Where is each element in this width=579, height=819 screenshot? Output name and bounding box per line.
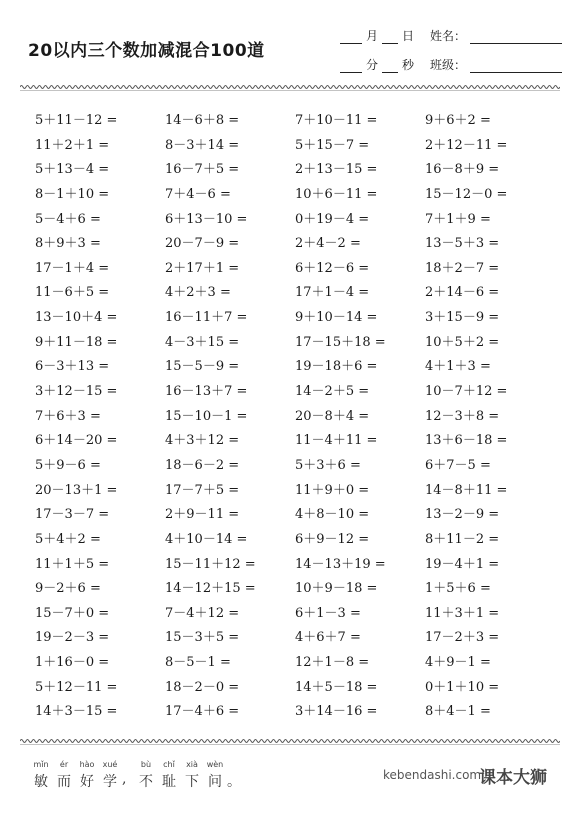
problem-item: 8＋11－2 =	[425, 531, 500, 547]
motto-hanzi: 敏	[34, 774, 48, 790]
problem-item: 2＋4－2 =	[295, 236, 361, 252]
problem-item: 19－4＋1 =	[425, 556, 500, 572]
motto	[30, 760, 239, 791]
motto-char	[158, 760, 180, 791]
problem-item: 0＋1＋10 =	[425, 679, 500, 695]
motto-pinyin: wèn	[206, 760, 224, 769]
problem-item: 16－7＋5 =	[165, 162, 240, 178]
problem-item: 7＋10－11 =	[295, 113, 378, 128]
motto-char	[76, 760, 98, 791]
motto-hanzi: 不	[139, 774, 153, 790]
problem-item: 7＋6＋3 =	[35, 408, 101, 424]
problem-item: 5＋9－6 =	[35, 457, 101, 473]
problem-item: 15－12－0 =	[425, 186, 508, 202]
motto-punct: ,	[122, 771, 127, 787]
problem-item: 2＋13－15 =	[295, 162, 378, 178]
problem-item: 14－12＋15 =	[165, 581, 256, 597]
problem-item: 6＋7－5 =	[425, 457, 491, 473]
problem-item: 11－4＋11 =	[295, 433, 378, 449]
problem-item: 5＋15－7 =	[295, 137, 370, 153]
problem-item: 5＋13－4 =	[35, 162, 110, 178]
motto-pinyin: bù	[140, 760, 152, 769]
problem-item: 20－8＋4 =	[295, 408, 370, 424]
problem-item: 6－3＋13 =	[35, 359, 110, 375]
problem-item: 7＋1＋9 =	[425, 211, 491, 227]
motto-pinyin: xià	[186, 760, 198, 769]
problem-item: 14＋3－15 =	[35, 704, 118, 720]
problem-item: 12－3＋8 =	[425, 408, 500, 424]
problem-item: 3＋15－9 =	[425, 310, 500, 326]
problem-item: 9＋6＋2 =	[425, 113, 491, 128]
problem-item: 14＋5－18 =	[295, 679, 378, 695]
motto-char	[53, 760, 75, 791]
problem-item: 15－7＋0 =	[35, 605, 110, 621]
problem-item: 1＋5＋6 =	[425, 581, 491, 597]
motto-char	[135, 760, 157, 791]
problem-item: 3＋14－16 =	[295, 704, 378, 720]
problem-item: 5＋12－11 =	[35, 679, 118, 695]
problem-item: 10－7＋12 =	[425, 384, 508, 400]
problem-item: 11＋9＋0 =	[295, 482, 370, 498]
problem-item: 11－6＋5 =	[35, 285, 110, 301]
month-blank[interactable]	[340, 30, 362, 44]
class-blank[interactable]	[470, 59, 562, 73]
problem-item: 3＋12－15 =	[35, 384, 118, 400]
problem-item: 4－3＋15 =	[165, 334, 240, 350]
problem-item: 0＋19－4 =	[295, 211, 370, 227]
minute-blank[interactable]	[340, 59, 362, 73]
motto-char	[99, 760, 121, 791]
motto-hanzi: 学	[103, 774, 117, 790]
second-blank[interactable]	[382, 59, 398, 73]
date-line	[340, 27, 562, 44]
problem-item: 10＋9－18 =	[295, 581, 378, 597]
name-label: 姓名：	[430, 29, 467, 43]
problem-item: 17＋1－4 =	[295, 285, 370, 301]
problem-item: 9－2＋6 =	[35, 581, 101, 597]
problem-item: 20－13＋1 =	[35, 482, 118, 498]
problem-item: 17－2＋3 =	[425, 630, 500, 646]
problem-item: 4＋6＋7 =	[295, 630, 361, 646]
motto-hanzi: 好	[80, 774, 94, 790]
second-label: 秒	[402, 58, 415, 72]
problem-item: 6＋9－12 =	[295, 531, 370, 547]
problem-item: 17－15＋18 =	[295, 334, 386, 350]
problem-item: 4＋2＋3 =	[165, 285, 231, 301]
problem-item: 2＋14－6 =	[425, 285, 500, 301]
problem-item: 4＋10－14 =	[165, 531, 248, 547]
problem-item: 17－7＋5 =	[165, 482, 240, 498]
top-wavy-divider	[20, 84, 560, 92]
problem-item: 11＋1＋5 =	[35, 556, 110, 572]
problem-item: 18＋2－7 =	[425, 260, 500, 276]
motto-hanzi: 耻	[162, 774, 176, 790]
problem-item: 2＋17＋1 =	[165, 260, 240, 276]
problem-item: 14－6＋8 =	[165, 113, 240, 128]
problem-item: 6＋12－6 =	[295, 260, 370, 276]
problem-item: 6＋1－3 =	[295, 605, 361, 621]
problem-item: 12＋1－8 =	[295, 655, 370, 671]
problem-item: 9＋11－18 =	[35, 334, 118, 350]
month-label: 月	[366, 29, 379, 43]
problem-item: 14－2＋5 =	[295, 384, 370, 400]
problem-item: 14－13＋19 =	[295, 556, 386, 572]
problem-item: 5＋4＋2 =	[35, 531, 101, 547]
problem-item: 6＋13－10 =	[165, 211, 248, 227]
problem-item: 15－11＋12 =	[165, 556, 256, 572]
problem-item: 13－5＋3 =	[425, 236, 500, 252]
problem-item: 4＋3＋12 =	[165, 433, 240, 449]
problem-item: 7＋4－6 =	[165, 186, 231, 202]
problem-item: 13－10＋4 =	[35, 310, 118, 326]
motto-hanzi: 问	[208, 774, 222, 790]
problem-item: 17－4＋6 =	[165, 704, 240, 720]
problem-item: 7－4＋12 =	[165, 605, 240, 621]
problem-item: 16－8＋9 =	[425, 162, 500, 178]
problem-item: 2＋9－11 =	[165, 507, 240, 523]
motto-hanzi: 而	[57, 774, 71, 790]
motto-char	[181, 760, 203, 791]
problem-item: 20－7－9 =	[165, 236, 240, 252]
problem-item: 15－10－1 =	[165, 408, 248, 424]
problem-item: 5－4＋6 =	[35, 211, 101, 227]
problem-item: 8＋9＋3 =	[35, 236, 101, 252]
motto-pinyin: hào	[79, 760, 95, 769]
class-label: 班级：	[430, 58, 467, 72]
problem-item: 2＋12－11 =	[425, 137, 508, 153]
problem-item: 4＋8－10 =	[295, 507, 370, 523]
problem-item: 14－8＋11 =	[425, 482, 508, 498]
motto-punct: 。	[227, 774, 241, 790]
problem-item: 18－2－0 =	[165, 679, 240, 695]
problem-item: 19－2－3 =	[35, 630, 110, 646]
problem-item: 5＋11－12 =	[35, 113, 118, 128]
problem-item: 17－3－7 =	[35, 507, 110, 523]
problem-item: 17－1＋4 =	[35, 260, 110, 276]
problem-item: 18－6－2 =	[165, 457, 240, 473]
motto-pinyin: xué	[102, 760, 118, 769]
problem-item: 15－5－9 =	[165, 359, 240, 375]
problem-item: 4＋9－1 =	[425, 655, 491, 671]
brand-logo: 课本大狮	[479, 768, 547, 788]
problem-item: 8－3＋14 =	[165, 137, 240, 153]
problem-item: 10＋5＋2 =	[425, 334, 500, 350]
name-blank[interactable]	[470, 30, 562, 44]
problem-item: 13－2－9 =	[425, 507, 500, 523]
problem-item: 1＋16－0 =	[35, 655, 110, 671]
problem-item: 8－5－1 =	[165, 655, 231, 671]
problem-grid	[35, 112, 555, 728]
page-title: 20以内三个数加减混合100道	[28, 41, 265, 61]
problem-item: 19－18＋6 =	[295, 359, 378, 375]
minute-label: 分	[366, 58, 379, 72]
problem-item: 16－13＋7 =	[165, 384, 248, 400]
motto-char	[30, 760, 52, 791]
problem-item: 9＋10－14 =	[295, 310, 378, 326]
problem-item: 11＋2＋1 =	[35, 137, 110, 153]
problem-item: 8－1＋10 =	[35, 186, 110, 202]
day-label: 日	[402, 29, 415, 43]
problem-item: 4＋1＋3 =	[425, 359, 491, 375]
time-line	[340, 56, 562, 73]
motto-pinyin: ér	[59, 760, 69, 769]
problem-item: 11＋3＋1 =	[425, 605, 500, 621]
motto-hanzi: 下	[185, 774, 199, 790]
problem-item: 10＋6－11 =	[295, 186, 378, 202]
problem-item: 13＋6－18 =	[425, 433, 508, 449]
problem-item: 6＋14－20 =	[35, 433, 118, 449]
motto-pinyin: mǐn	[33, 760, 49, 769]
problem-item: 15－3＋5 =	[165, 630, 240, 646]
day-blank[interactable]	[382, 30, 398, 44]
motto-char	[204, 760, 226, 791]
motto-pinyin: chǐ	[163, 760, 175, 769]
problem-item: 8＋4－1 =	[425, 704, 491, 720]
bottom-wavy-divider	[20, 738, 560, 746]
site-url: kebendashi.com	[383, 768, 482, 782]
problem-item: 5＋3＋6 =	[295, 457, 361, 473]
problem-item: 16－11＋7 =	[165, 310, 248, 326]
